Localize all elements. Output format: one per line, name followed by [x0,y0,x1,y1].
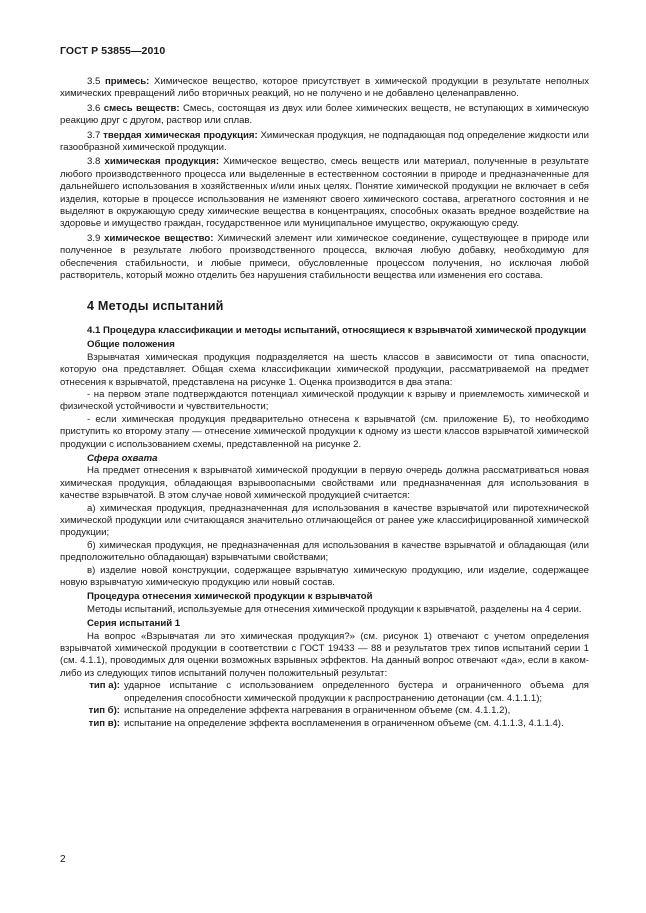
definition-term: химическая продукция: [104,156,220,168]
general-provisions-heading: Общие положения [87,339,175,351]
document-code-header: ГОСТ Р 53855—2010 [60,45,166,57]
definition-text: Химическое вещество, которое присутствует в химической продукции в результате неполных химических превращений либо вторичных реакций, но не получено и не добавлено целенаправленно. [60,76,590,100]
definition-term: примесь: [105,76,150,87]
definition-3-8: 3.8 химическая продукция: Химическое вещество, смесь веществ или материал, полученные в результате любого производственного процесса или выделенные в естественном состоянии в природе и предназначенные для дальнейшего использования в хозяйственных и/или иных целях. Понятие химической продукции не включает в себя изделия, которые в процессе использования не изменяют своего химического состава, агрегатного состояния и не выделяют в окружающую среду химические вещества в концентрациях, способных оказать вредное воздействие на здоровье и имущество граждан, государственное или муниципальное имущество, окружающую среду. [60,156,590,230]
general-bullet-1: - на первом этапе подтверждаются потенциал химической продукции к взрыву и приемлемость химической и физической устойчивости и чувствительности; [60,388,589,413]
series-1-paragraph: На вопрос «Взрывчатая ли это химическая продукция?» (см. рисунок 1) отвечают с учетом определения взрывчатой химической продукции в соответствии с ГОСТ 19433 — 88 и результатов трех типов испытаний серии 1 (см. 4.1.1), проводимых для оценки возможных взрывных эффектов. На данный вопрос отвечают «да», если в каком-либо из следующих типов испытаний получен положительный результат: [60,630,589,679]
scope-paragraph: На предмет отнесения к взрывчатой химической продукции в первую очередь должна рассматриваться новая химическая продукция, обладающая взрывоопасными свойствами или предназначенная для использования в качестве взрывчатой. В этом случае новой химической продукцией считается: [60,465,589,502]
definition-3-5: 3.5 примесь: Химическое вещество, которое присутствует в химической продукции в результате неполных химических превращений либо вторичных реакций, но не получено и не добавлено целенаправленно. [60,76,590,100]
page-number: 2 [60,854,66,865]
definition-3-9: 3.9 химическое вещество: Химический элемент или химическое соединение, существующее в природе или полученное в результате любого производственного процесса, включая любую добавку, необходимую для обеспечения стабильности, и любые примеси, обусловленные процессом получения, но исключая любой растворитель, который можно отделить без нарушения стабильности вещества или изменения его состава. [60,232,589,282]
series-1-heading: Серия испытаний 1 [87,618,181,630]
general-paragraph: Взрывчатая химическая продукция подразделяется на шесть классов в зависимости от типа опасности, которую она представляет. Общая схема классификации химической продукции, рассматриваемой на предмет отнесения к взрывчатой, представлена на рисунке 1. Оценка производится в два этапа: [60,351,589,388]
definition-term: химическое вещество: [104,232,214,244]
definition-text: Смесь, состоящая из двух или более химических веществ, не вступающих в химическую реакцию друг с другом, раствор или сплав. [60,102,589,127]
test-type-label: тип б): [88,705,120,717]
scope-item-b: б) химическая продукция, не предназначенная для использования в качестве взрывчатой и обладающая (или предположительно обладающая) взрывчатыми свойствами; [60,539,589,564]
test-type-text: испытание на определение эффекта воспламенения в ограниченном объеме (см. 4.1.1.3, 4.1.1.4). [124,717,564,729]
procedure-heading: Процедура отнесения химической продукции к взрывчатой [87,591,373,603]
test-type-label: тип в): [88,717,120,729]
definition-text: Химический элемент или химическое соединение, существующее в природе или полученное в результате любого производственного процесса, включая любую добавку, необходимую для обеспечения стабильности, и любые примеси, обусловленные процессом получения, но исключая любой растворитель, который можно отделить без нарушения стабильности вещества или изменения его состава. [60,232,589,282]
test-type-text: испытание на определение эффекта нагревания в ограниченном объеме (см. 4.1.1.2), [124,705,511,717]
definition-text: Химическое вещество, смесь веществ или материал, полученные в результате любого производственного процесса или выделенные в естественном состоянии в природе и предназначенные для дальнейшего использования в хозяйственных и/или иных целях. Понятие химической продукции не включает в себя изделия, которые в процессе использования не изменяют своего химического состава, агрегатного состояния и не выделяют в окружающую среду химические вещества в концентрациях, способных оказать вредное воздействие на здоровье и имущество граждан, государственное или муниципальное имущество, окружающую среду. [60,156,590,230]
subsection-4-1-title: 4.1 Процедура классификации и методы испытаний, относящиеся к взрывчатой химической продукции [87,324,587,336]
definition-term: твердая химическая продукция: [103,129,258,141]
definition-term: смесь веществ: [103,102,180,114]
test-type-text: ударное испытание с использованием определенного бустера и ограниченного объема для определения способности химической продукции к распространению детонации (см. 4.1.1.1); [124,680,589,704]
general-bullet-2: - если химическая продукция предварительно отнесена к взрывчатой (см. приложение Б), то необходимо приступить ко второму этапу — отнесение химической продукции к одному из шести классов взрывчатой химической продукции с использованием схемы, представленной на рисунке 2. [60,413,589,450]
test-type-label: тип а): [89,680,120,692]
section-4-title: 4 Методы испытаний [87,298,224,313]
scope-heading: Сфера охвата [87,452,158,464]
definition-3-7: 3.7 твердая химическая продукция: Химическая продукция, не подпадающая под определение жидкости или газообразной химической продукции. [60,129,589,154]
page-content [60,76,589,730]
test-types-list [60,680,589,730]
procedure-paragraph: Методы испытаний, используемые для отнесения химической продукции к взрывчатой, разделены на 4 серии. [87,603,582,615]
scope-item-a: а) химическая продукция, предназначенная для использования в качестве взрывчатой или пиротехнической химической продукции или считающаяся значительно отличающейся от ранее уже классифицированной химической продукции; [60,502,589,539]
scope-item-c: в) изделие новой конструкции, содержащее взрывчатую химическую продукцию, или изделие, содержащее новую взрывчатую химическую продукцию или новый состав. [60,564,589,589]
definition-text: Химическая продукция, не подпадающая под определение жидкости или газообразной химической продукции. [60,129,589,154]
definition-3-6: 3.6 смесь веществ: Смесь, состоящая из двух или более химических веществ, не вступающих в химическую реакцию друг с другом, раствор или сплав. [60,102,589,127]
